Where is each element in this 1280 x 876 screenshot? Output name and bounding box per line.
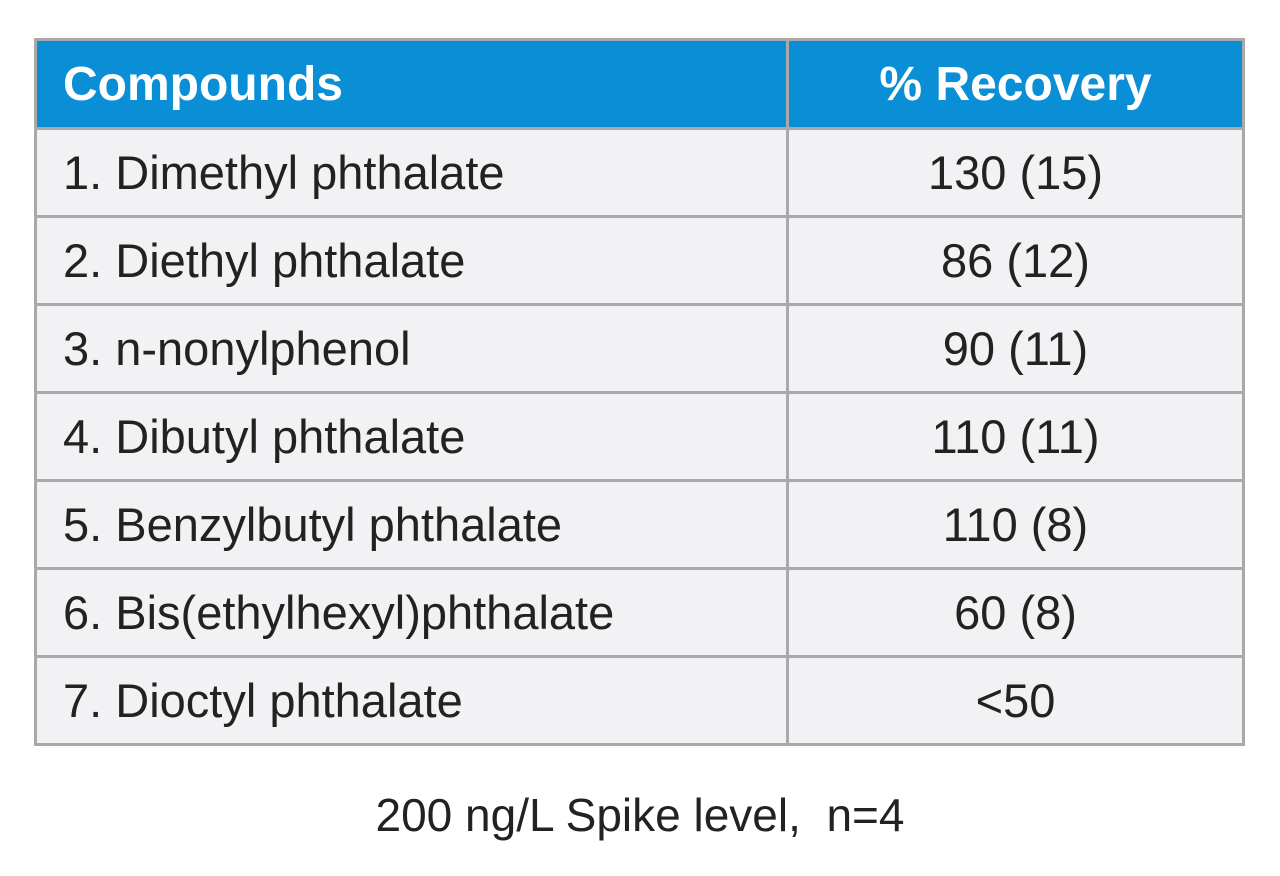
recovery-cell: 60 (8) [788,569,1244,657]
recovery-cell: <50 [788,657,1244,745]
recovery-cell: 110 (8) [788,481,1244,569]
compound-cell: 7. Dioctyl phthalate [36,657,788,745]
recovery-cell: 86 (12) [788,217,1244,305]
table-header-row [36,40,1244,129]
header-recovery: % Recovery [788,40,1244,129]
footnote: 200 ng/L Spike level, n=4 [375,789,905,841]
table-row [36,569,1244,657]
table-row [36,217,1244,305]
compound-cell: 3. n-nonylphenol [36,305,788,393]
compound-cell: 1. Dimethyl phthalate [36,129,788,217]
header-compounds: Compounds [36,40,788,129]
table-row [36,481,1244,569]
compound-cell: 6. Bis(ethylhexyl)phthalate [36,569,788,657]
recovery-table-container [34,38,1242,746]
table-row [36,657,1244,745]
table-row [36,305,1244,393]
recovery-cell: 90 (11) [788,305,1244,393]
compound-cell: 5. Benzylbutyl phthalate [36,481,788,569]
recovery-cell: 130 (15) [788,129,1244,217]
recovery-cell: 110 (11) [788,393,1244,481]
table-row [36,129,1244,217]
compound-cell: 2. Diethyl phthalate [36,217,788,305]
table-row [36,393,1244,481]
recovery-table [34,38,1245,746]
compound-cell: 4. Dibutyl phthalate [36,393,788,481]
